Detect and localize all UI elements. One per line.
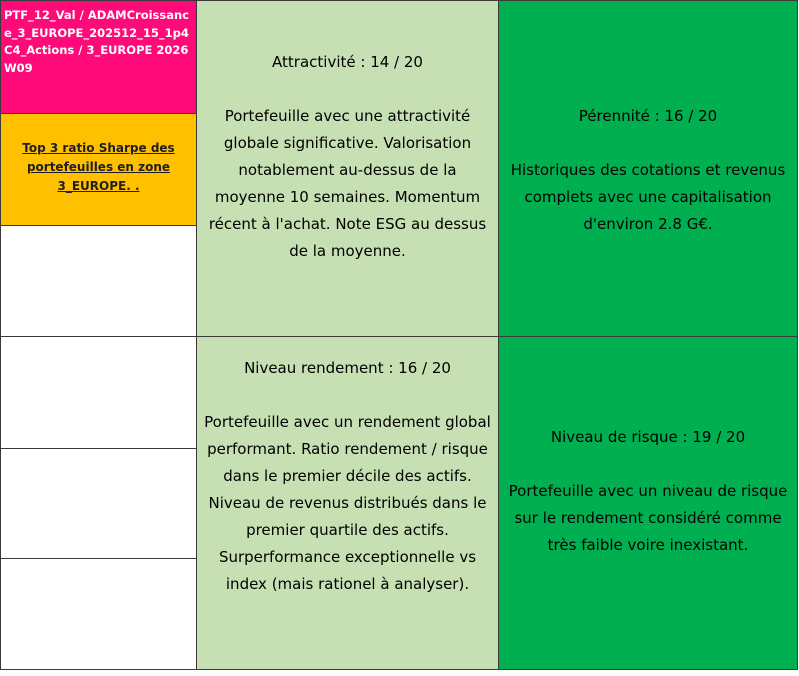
attractivite-cell [196,0,499,337]
risque-cell [498,336,798,670]
rendement-cell [196,336,499,670]
risque-text: Portefeuille avec un niveau de risque sur le rendement considéré comme très faible voire inexistant. [508,482,788,554]
empty-cell-1 [0,225,197,337]
perennite-title: Pérennité : 16 / 20 [578,107,718,125]
perennite-cell [498,0,798,337]
attractivite-text: Portefeuille avec une attractivité globale significative. Valorisation notablement au-dessus de la moyenne 10 semaines. Momentum récent à l'achat. Note ESG au dessus de la moyenne. [208,107,487,260]
banner-cell [0,113,197,226]
empty-cell-3 [0,448,197,559]
rendement-title: Niveau rendement : 16 / 20 [244,359,451,377]
empty-cell-4 [0,558,197,670]
risque-title: Niveau de risque : 19 / 20 [550,428,746,446]
attractivite-title: Attractivité : 14 / 20 [272,53,423,71]
portfolio-id-cell [0,0,197,114]
perennite-text: Historiques des cotations et revenus complets avec une capitalisation d'environ 2.8 G€. [510,161,786,233]
portfolio-id-text: PTF_12_Val / ADAMCroissance_3_EUROPE_202512_15_1p4 C4_Actions / 3_EUROPE 2026W09 [4,8,190,75]
rendement-text: Portefeuille avec un rendement global performant. Ratio rendement / risque dans le premier décile des actifs. Niveau de revenus distribués dans le premier quartile des actifs. Surperformance exceptionnelle vs index (mais rationel à analyser). [204,413,491,593]
empty-cell-2 [0,336,197,449]
banner-text: Top 3 ratio Sharpe des portefeuilles en zone 3_EUROPE. . [22,141,175,193]
